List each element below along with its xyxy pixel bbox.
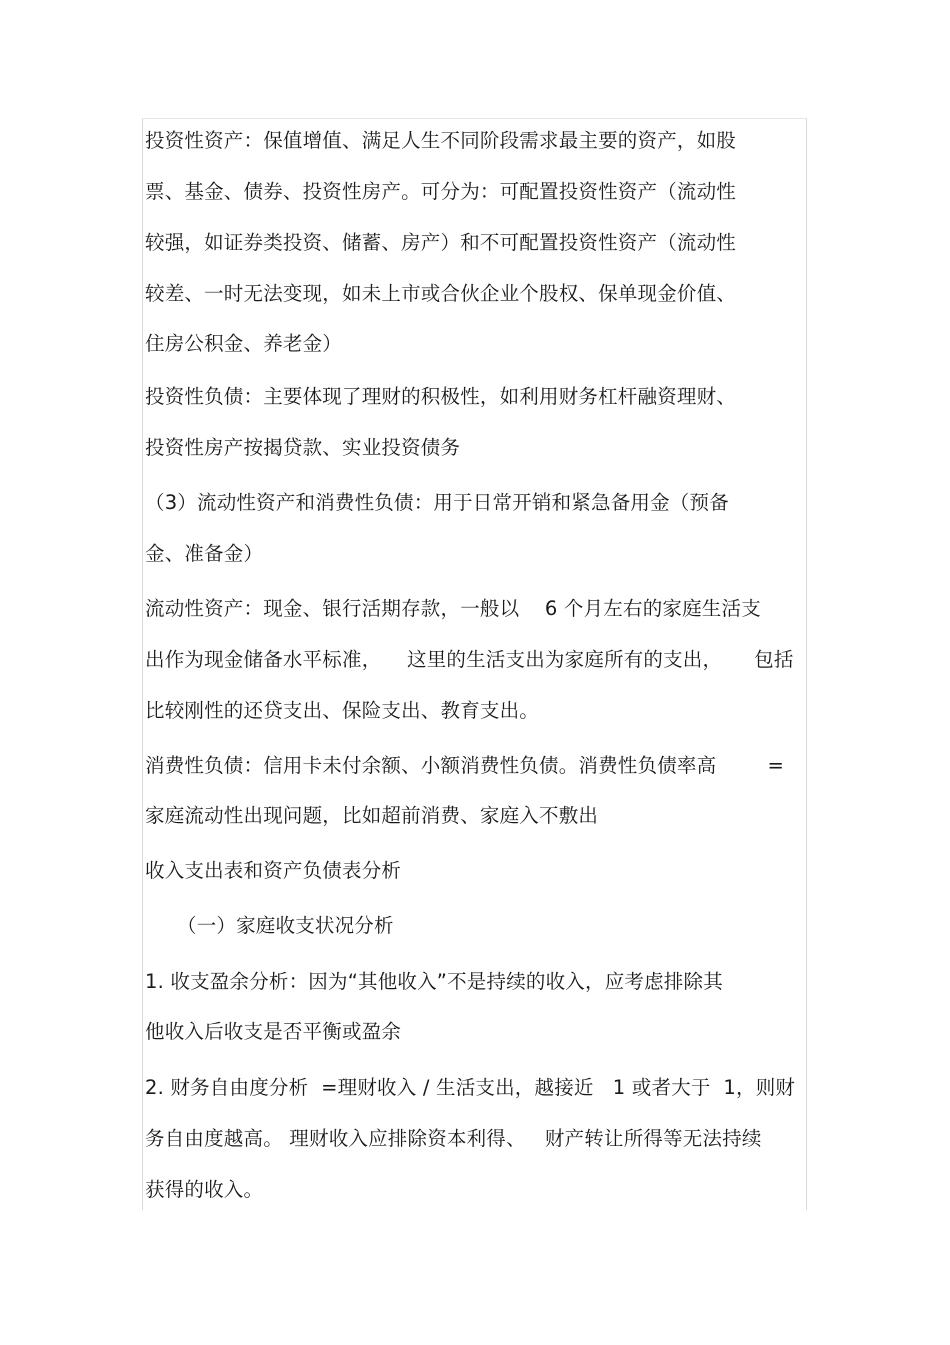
paragraph-line: 较强，如证券类投资、储蓄、房产）和不可配置投资性资产（流动性 [145,231,737,254]
paragraph-line: 他收入后收支是否平衡或盈余 [145,1020,402,1043]
paragraph-line: 出作为现金储备水平标准， 这里的生活支出为家庭所有的支出， 包括 [145,648,794,671]
paragraph-line: 比较刚性的还贷支出、保险支出、教育支出。 [145,699,540,722]
paragraph-line: 投资性负债：主要体现了理财的积极性，如利用财务杠杆融资理财、 [145,385,737,408]
subsection-heading: （一）家庭收支状况分析 [177,914,394,937]
paragraph-line: 投资性资产：保值增值、满足人生不同阶段需求最主要的资产，如股 [145,129,737,152]
paragraph-line: 家庭流动性出现问题，比如超前消费、家庭入不敷出 [145,804,599,827]
paragraph-line: 获得的收入。 [145,1178,264,1201]
paragraph-line: 投资性房产按揭贷款、实业投资债务 [145,436,461,459]
paragraph-line: 金、准备金） [145,542,264,565]
paragraph-line: 流动性资产：现金、银行活期存款，一般以 6 个月左右的家庭生活支 [145,597,761,620]
paragraph-line: 务自由度越高。 理财收入应排除资本利得、 财产转让所得等无法持续 [145,1127,762,1150]
paragraph-line: 2. 财务自由度分析 =理财收入 / 生活支出，越接近 1 或者大于 1，则财 [145,1076,796,1099]
paragraph-line: 票、基金、债券、投资性房产。可分为：可配置投资性资产（流动性 [145,180,737,203]
paragraph-line: 住房公积金、养老金） [145,332,343,355]
paragraph-line: 消费性负债：信用卡未付余额、小额消费性负债。消费性负债率高 = [145,754,785,777]
paragraph-line: （3）流动性资产和消费性负债：用于日常开销和紧急备用金（预备 [145,491,729,514]
paragraph-line: 较差、一时无法变现，如未上市或合伙企业个股权、保单现金价值、 [145,282,737,305]
section-heading: 收入支出表和资产负债表分析 [145,859,402,882]
paragraph-line: 1. 收支盈余分析：因为“其他收入”不是持续的收入，应考虑排除其 [145,970,723,993]
